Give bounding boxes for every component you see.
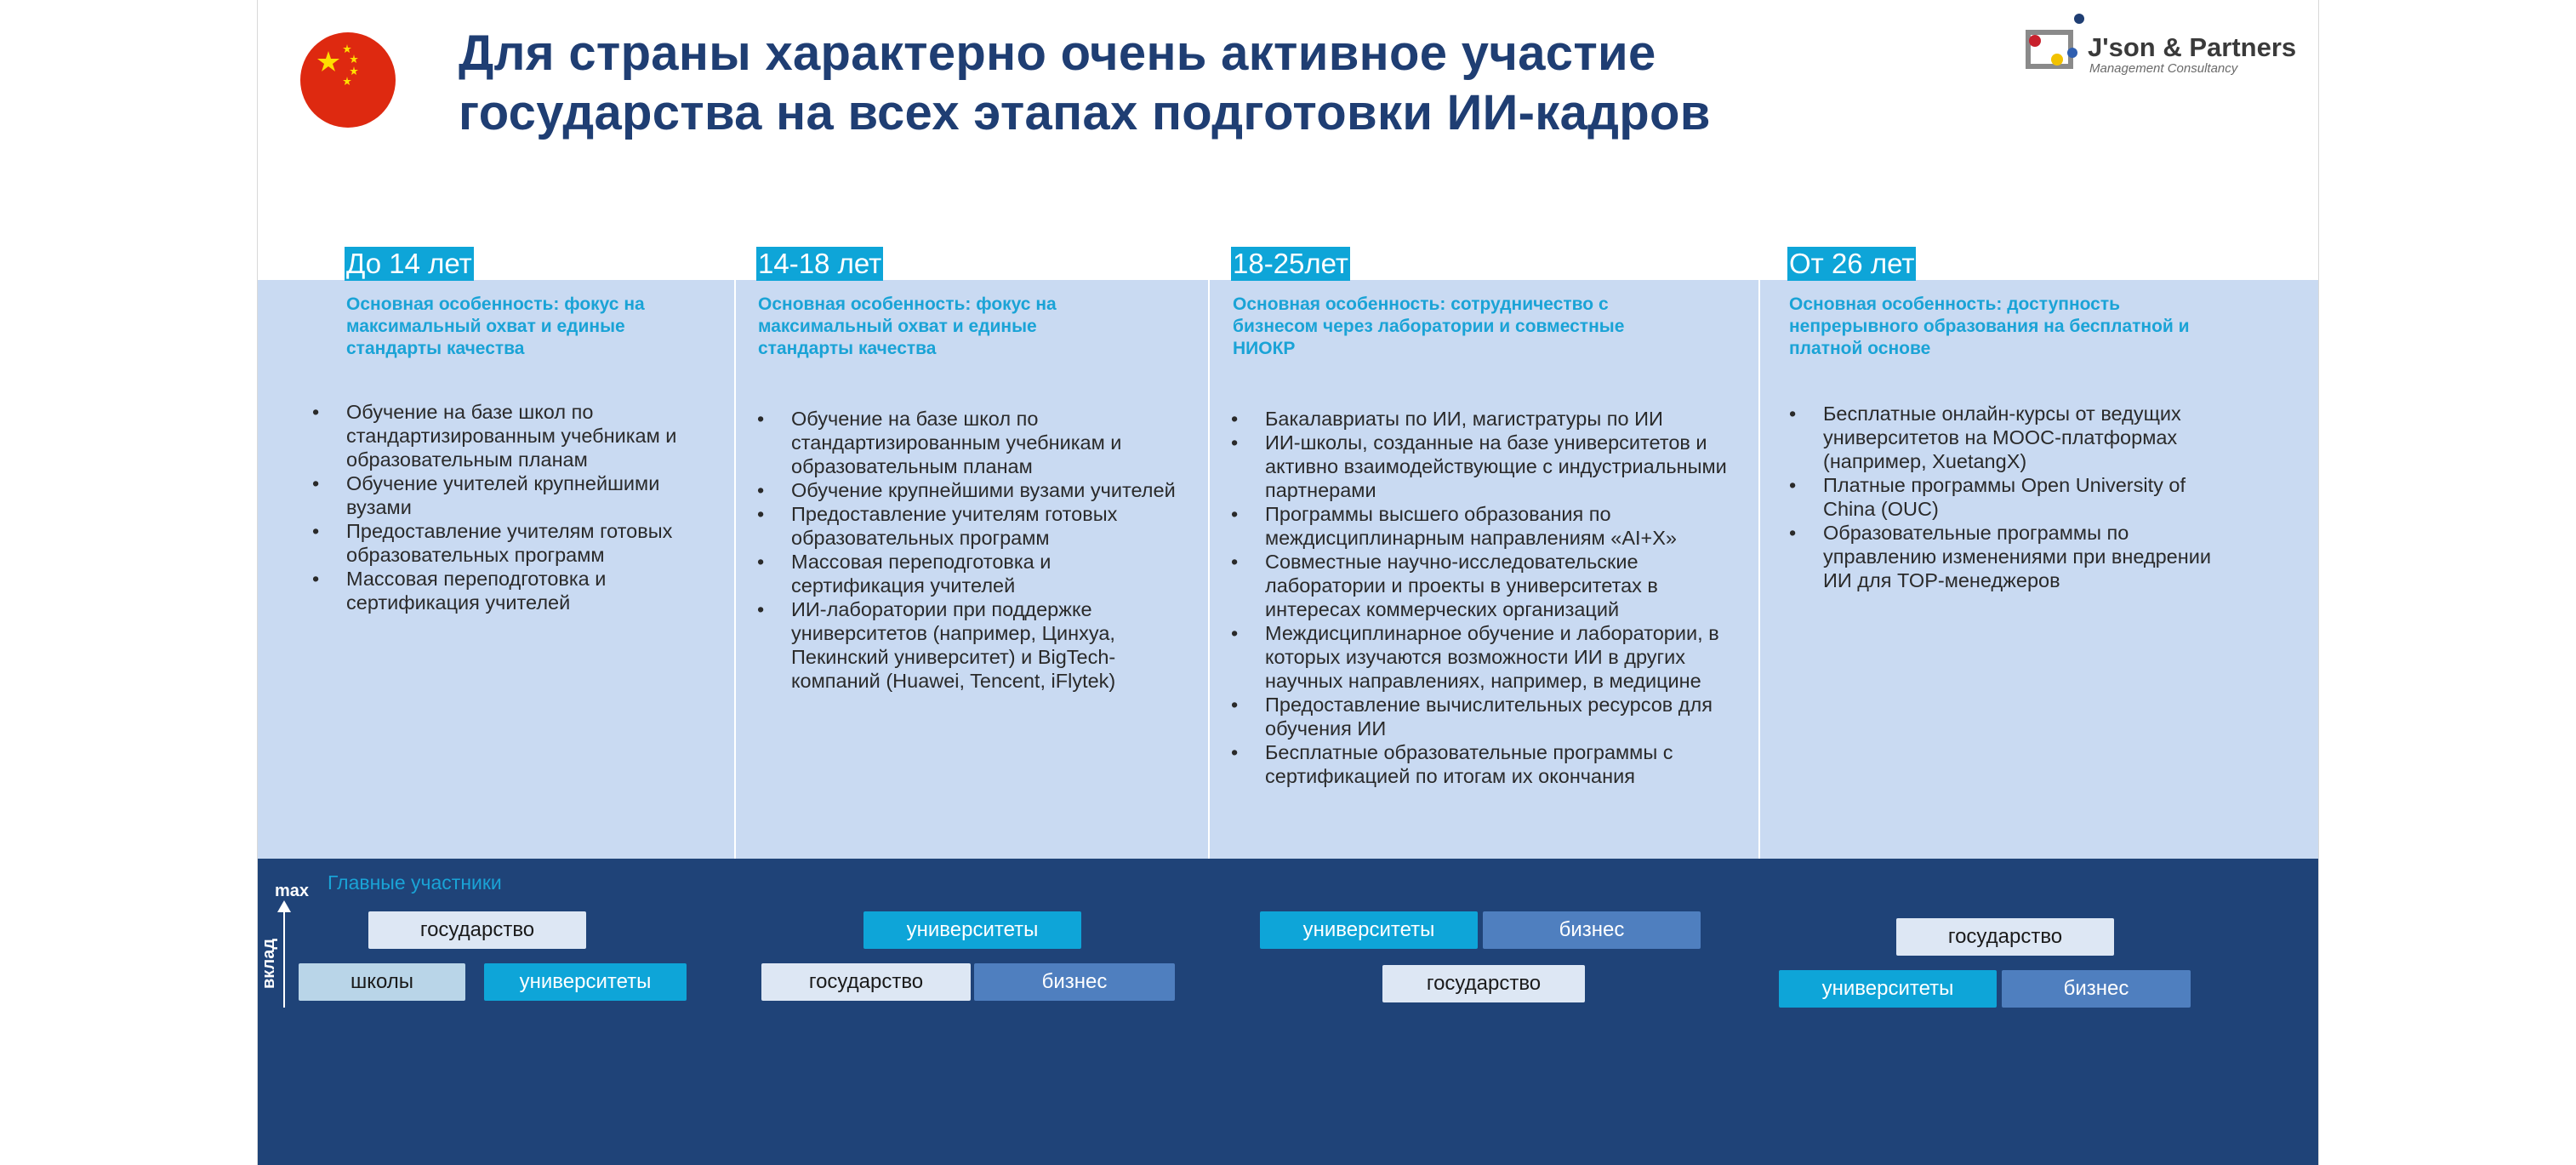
column-divider <box>734 280 736 859</box>
logo-subtitle: Management Consultancy <box>2089 61 2238 76</box>
chip-universities: университеты <box>484 963 687 1001</box>
list-item: • Предоставление учителям готовых образовательных программ <box>346 519 712 567</box>
list-item: • Обучение на базе школ по стандартизированным учебникам и образовательным планам <box>791 407 1183 478</box>
chip-schools: школы <box>299 963 465 1001</box>
list-item: • Совместные научно-исследовательские лаборатории и проекты в университетах в интересах коммерческих организаций <box>1265 550 1741 621</box>
list-item: • Бакалавриаты по ИИ, магистратуры по ИИ <box>1265 407 1741 431</box>
list-item: • Обучение крупнейшими вузами учителей <box>791 478 1183 502</box>
chip-universities: университеты <box>1260 911 1478 949</box>
chip-government: государство <box>761 963 971 1001</box>
feature-text-4: Основная особенность: доступность непрерывного образования на бесплатной и платной основе <box>1789 294 2190 358</box>
column-divider <box>1208 280 1210 859</box>
chip-universities: университеты <box>1779 970 1997 1008</box>
feature-text-1: Основная особенность: фокус на максимальный охват и единые стандарты качества <box>346 294 645 358</box>
list-item: • Бесплатные образовательные программы с сертификацией по итогам их окончания <box>1265 740 1741 788</box>
chip-government: государство <box>368 911 586 949</box>
chip-universities: университеты <box>863 911 1081 949</box>
chip-business: бизнес <box>1483 911 1701 949</box>
bullet-list-4 <box>1823 402 2223 592</box>
title-line-1: Для страны характерно очень активное участие <box>459 26 1656 81</box>
bullet-list-2 <box>791 407 1183 693</box>
column-divider <box>1758 280 1760 859</box>
list-item: • Обучение на базе школ по стандартизированным учебникам и образовательным планам <box>346 400 712 471</box>
list-item: • Платные программы Open University of China (OUC) <box>1823 473 2223 521</box>
list-item: • Бесплатные онлайн-курсы от ведущих университетов на MOOC-платформах (например, XuetangX) <box>1823 402 2223 473</box>
china-flag-icon <box>300 32 396 128</box>
list-item: • Образовательные программы по управлению изменениями при внедрении ИИ для TOP-менеджеров <box>1823 521 2223 592</box>
age-label-1: До 14 лет <box>346 248 472 279</box>
chip-business: бизнес <box>974 963 1175 1001</box>
axis-line <box>283 905 285 1008</box>
page-title <box>459 24 1905 143</box>
bullet-list-1 <box>346 400 712 614</box>
chip-government: государство <box>1896 918 2114 956</box>
age-label-2: 14-18 лет <box>758 248 882 279</box>
participants-title: Главные участники <box>328 871 502 894</box>
feature-text-3: Основная особенность: сотрудничество с бизнесом через лаборатории и совместные НИОКР <box>1233 294 1625 358</box>
axis-label: вклад <box>259 938 278 989</box>
company-logo <box>2023 12 2297 87</box>
list-item: • Предоставление учителям готовых образовательных программ <box>791 502 1183 550</box>
list-item: • Предоставление вычислительных ресурсов для обучения ИИ <box>1265 693 1741 740</box>
list-item: • ИИ-школы, созданные на базе университетов и активно взаимодействующие с индустриальными партнерами <box>1265 431 1741 502</box>
axis-max-label: max <box>275 882 310 900</box>
list-item: • Междисциплинарное обучение и лаборатории, в которых изучаются возможности ИИ в других научных направлениях, например, в медицине <box>1265 621 1741 693</box>
list-item: • ИИ-лаборатории при поддержке университетов (например, Цинхуа, Пекинский университет) и BigTech-компаний (Huawei, Tencent, iFlytek) <box>791 597 1183 693</box>
list-item: • Обучение учителей крупнейшими вузами <box>346 471 712 519</box>
list-item: • Массовая переподготовка и сертификация учителей <box>791 550 1183 597</box>
list-item: • Программы высшего образования по междисциплинарным направлениям «AI+X» <box>1265 502 1741 550</box>
logo-mark-icon <box>2023 12 2088 87</box>
age-label-3: 18-25лет <box>1233 248 1349 279</box>
feature-text-2: Основная особенность: фокус на максимальный охват и единые стандарты качества <box>758 294 1057 358</box>
slide <box>257 0 2319 1165</box>
logo-name: J'son & Partners <box>2088 32 2297 62</box>
chip-government: государство <box>1382 965 1585 1002</box>
title-line-2: государства на всех этапах подготовки ИИ-кадров <box>459 85 1711 140</box>
age-label-4: От 26 лет <box>1789 248 1915 279</box>
participants-panel <box>258 859 2318 1165</box>
chip-business: бизнес <box>2002 970 2191 1008</box>
bullet-list-3 <box>1265 407 1741 788</box>
list-item: • Массовая переподготовка и сертификация учителей <box>346 567 712 614</box>
